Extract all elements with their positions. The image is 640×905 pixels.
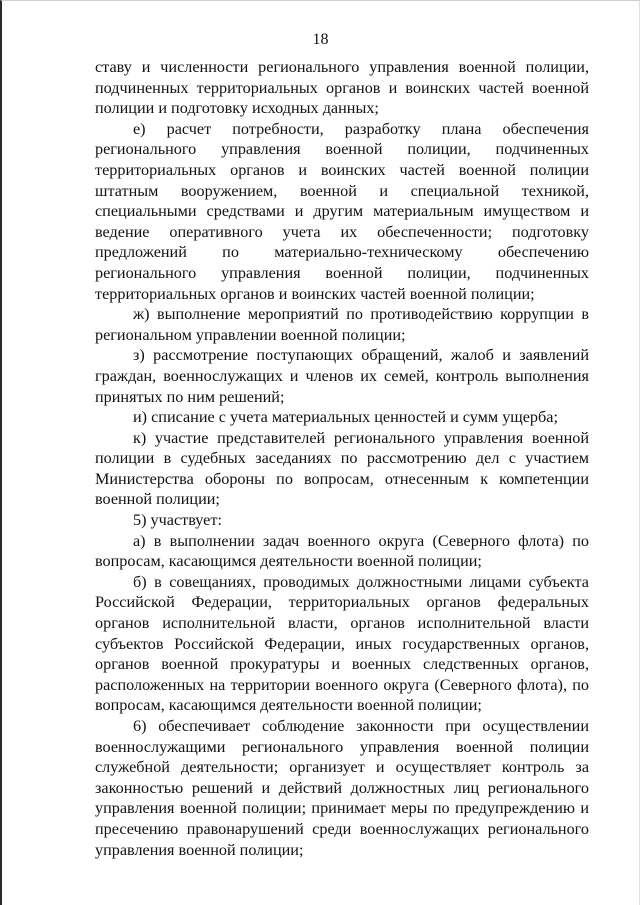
paragraph: и) списание с учета материальных ценностей и сумм ущерба; (133, 408, 558, 427)
paragraph: е) расчет потребности, разработку плана обеспечения регионального управления военной полиции, подчиненных территориальных органов и воинских частей военной полиции штатным вооружением, военной и специальной техникой, специальными средствами и другим материальным имуществом и ведение оперативного учета их обеспеченности; подготовку предложений по материально-техническому обеспечению регионального управления военной полиции, подчиненных территориальных органов и воинских частей военной полиции; (95, 119, 589, 303)
page-number: 18 (312, 31, 329, 48)
paragraph: ставу и численности регионального управления военной полиции, подчиненных территориальных органов и воинских частей военной полиции и подготовку исходных данных; (95, 58, 589, 118)
paragraph: 6) обеспечивает соблюдение законности при осуществлении военнослужащими регионального управления военной полиции служебной деятельности; организует и осуществляет контроль за законностью решений и действий должностных лиц регионального управления военной полиции; принимает меры по предупреждению и пресечению правонарушений среди военнослужащих регионального управления военной полиции; (95, 717, 589, 859)
paragraph: ж) выполнение мероприятий по противодействию коррупции в региональном управлении военной полиции; (95, 305, 589, 344)
paragraph: 5) участвует: (133, 511, 222, 530)
paragraph: б) в совещаниях, проводимых должностными лицами субъекта Российской Федерации, территориальных органов федеральных органов исполнительной власти, органов исполнительной власти субъектов Российской Федерации, иных государственных органов, органов военной прокуратуры и военных следственных органов, расположенных на территории военного округа (Северного флота), по вопросам, касающимся деятельности военной полиции; (95, 572, 589, 715)
paragraph: к) участие представителей регионального управления военной полиции в судебных заседаниях по рассмотрению дел с участием Министерства обороны по вопросам, отнесенным к компетенции военной полиции; (95, 428, 589, 509)
paragraph: з) рассмотрение поступающих обращений, жалоб и заявлений граждан, военнослужащих и членов их семей, контроль выполнения принятых по ним решений; (95, 346, 589, 406)
paragraph: а) в выполнении задач военного округа (Северного флота) по вопросам, касающимся деятельности военной полиции; (95, 531, 589, 571)
document-body (95, 57, 589, 860)
